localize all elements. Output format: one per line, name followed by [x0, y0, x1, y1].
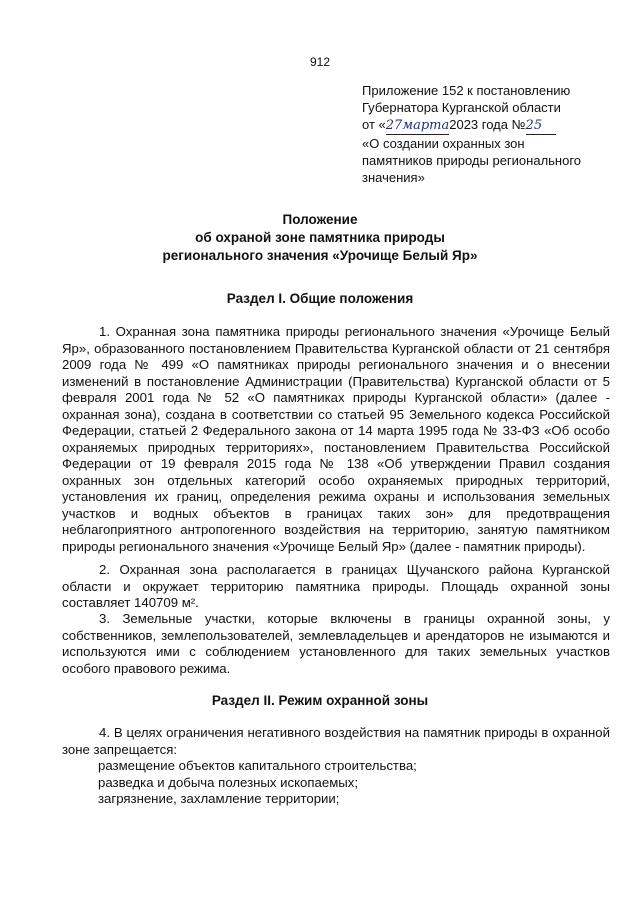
paragraph-1 — [62, 324, 610, 555]
appendix-line-2: Губернатора Курганской области — [362, 100, 561, 115]
paragraph-1-text: 1. Охранная зона памятника природы регионального значения «Урочище Белый Яр», образованного постановлением Правительства Курганской области от 21 сентября 2009 года № 499 «О памятниках природы регионального значения и о внесении изменений в постановление Администрации (Правительства) Курганской области от 5 февраля 2001 года № 52 «О памятниках природы Курганской области» (далее - охранная зона), создана в соответствии со статьей 95 Земельного кодекса Российской Федерации, статьей 2 Федерального закона от 14 марта 1995 года № 33-ФЗ «Об особо охраняемых природных территориях», постановлением Правительства Российской Федерации от 19 февраля 2015 года № 138 «Об утверждении Правил создания охранных зон отдельных категорий особо охраняемых природных территорий, установления их границ, определения режима охраны и использования земельных участков и водных объектов в границах таких зон» для предотвращения неблагоприятного антропогенного воздействия на территорию, занятую памятником природы регионального значения «Урочище Белый Яр» (далее - памятник природы). — [62, 324, 610, 554]
paragraph-2 — [62, 562, 610, 612]
date-year-text: 2023 года № — [449, 117, 526, 132]
paragraph-4 — [62, 725, 610, 758]
title-line-1: Положение — [282, 212, 358, 227]
appendix-line-1: Приложение 152 к постановлению — [362, 83, 571, 98]
date-prefix: от « — [362, 117, 386, 132]
list-item: разведка и добыча полезных ископаемых; — [98, 774, 358, 790]
appendix-line-5: памятников природы регионального — [362, 153, 582, 168]
appendix-line-6: значения» — [362, 170, 425, 185]
prohibition-list — [98, 758, 610, 808]
list-item: загрязнение, захламление территории; — [98, 791, 340, 806]
section-1-heading: Раздел I. Общие положения — [226, 291, 414, 306]
appendix-block — [362, 82, 624, 186]
handwritten-month: марта — [402, 118, 450, 133]
title-line-3: регионального значения «Урочище Белый Яр» — [162, 248, 478, 263]
handwritten-day: 27 — [385, 118, 403, 133]
paragraph-3 — [62, 611, 610, 677]
appendix-line-4: «О создании охранных зон — [362, 136, 525, 151]
list-item: размещение объектов капитального строительства; — [98, 758, 417, 773]
paragraph-4-text: 4. В целях ограничения негативного воздействия на памятник природы в охранной зоне запрещается: — [62, 725, 610, 757]
paragraph-2-text: 2. Охранная зона располагается в границах Щучанского района Курганской области и окружает территорию памятника природы. Площадь охранной зоны составляет 140709 м². — [62, 562, 610, 610]
document-title — [0, 211, 640, 265]
title-line-2: об охраной зоне памятника природы — [195, 230, 445, 245]
appendix-date-line — [362, 116, 624, 135]
handwritten-doc-number: 25 — [526, 117, 556, 135]
section-2-heading: Раздел II. Режим охранной зоны — [211, 693, 429, 708]
paragraph-3-text: 3. Земельные участки, которые включены в границы охранной зоны, у собственников, землепользователей, землевладельцев и арендаторов не изымаются и используются ими с соблюдением установленного для таких земельных участков особого правового режима. — [62, 611, 610, 676]
page-number: 912 — [309, 55, 331, 69]
